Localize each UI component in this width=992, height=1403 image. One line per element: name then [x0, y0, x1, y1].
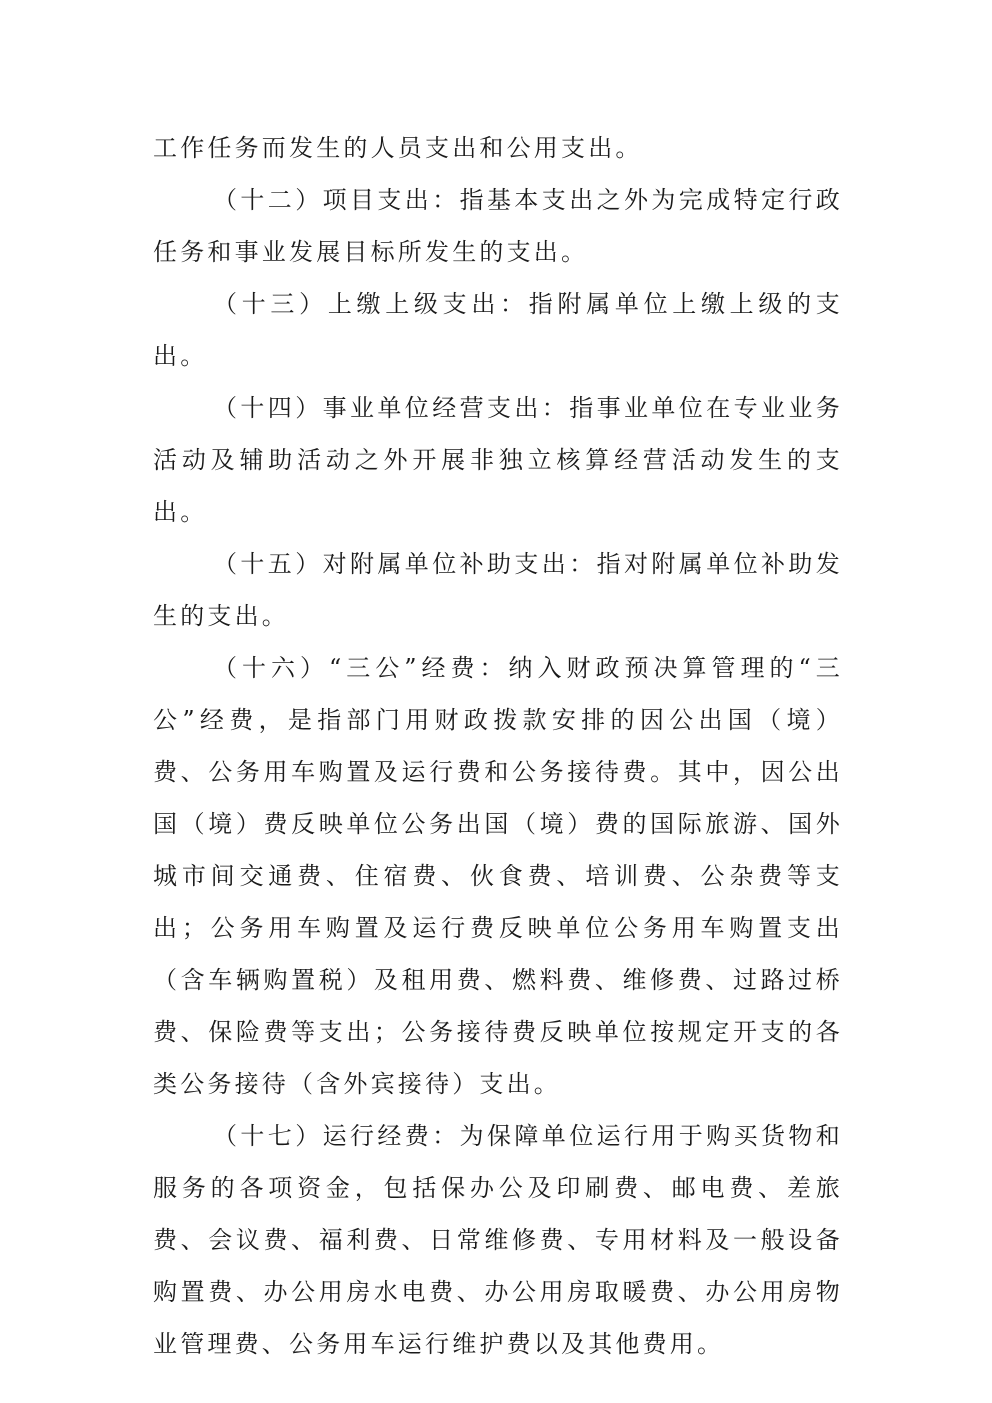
paragraph-subsidy-to-affiliates: （十五）对附属单位补助支出：指对附属单位补助发生的支出。 [153, 550, 843, 630]
paragraph-continuation: 工作任务而发生的人员支出和公用支出。 [153, 134, 643, 162]
paragraph-business-operating-expenditure: （十四）事业单位经营支出：指事业单位在专业业务活动及辅助活动之外开展非独立核算经营活动发生的支出。 [153, 394, 843, 526]
paragraph-three-public-expenses: （十六）“三公”经费：纳入财政预决算管理的“三公”经费，是指部门用财政拨款安排的因公出国（境）费、公务用车购置及运行费和公务接待费。其中，因公出国（境）费反映单位公务出国（境）费的国际旅游、国外城市间交通费、住宿费、伙食费、培训费、公杂费等支出；公务用车购置及运行费反映单位公务用车购置支出（含车辆购置税）及租用费、燃料费、维修费、过路过桥费、保险费等支出；公务接待费反映单位按规定开支的各类公务接待（含外宾接待）支出。 [153, 654, 843, 1098]
document-body [153, 122, 843, 1370]
paragraph-remit-to-superior: （十三）上缴上级支出：指附属单位上缴上级的支出。 [153, 290, 843, 370]
paragraph-project-expenditure: （十二）项目支出：指基本支出之外为完成特定行政任务和事业发展目标所发生的支出。 [153, 186, 843, 266]
paragraph-operating-funds: （十七）运行经费：为保障单位运行用于购买货物和服务的各项资金，包括保办公及印刷费、邮电费、差旅费、会议费、福利费、日常维修费、专用材料及一般设备购置费、办公用房水电费、办公用房取暖费、办公用房物业管理费、公务用车运行维护费以及其他费用。 [153, 1122, 843, 1358]
